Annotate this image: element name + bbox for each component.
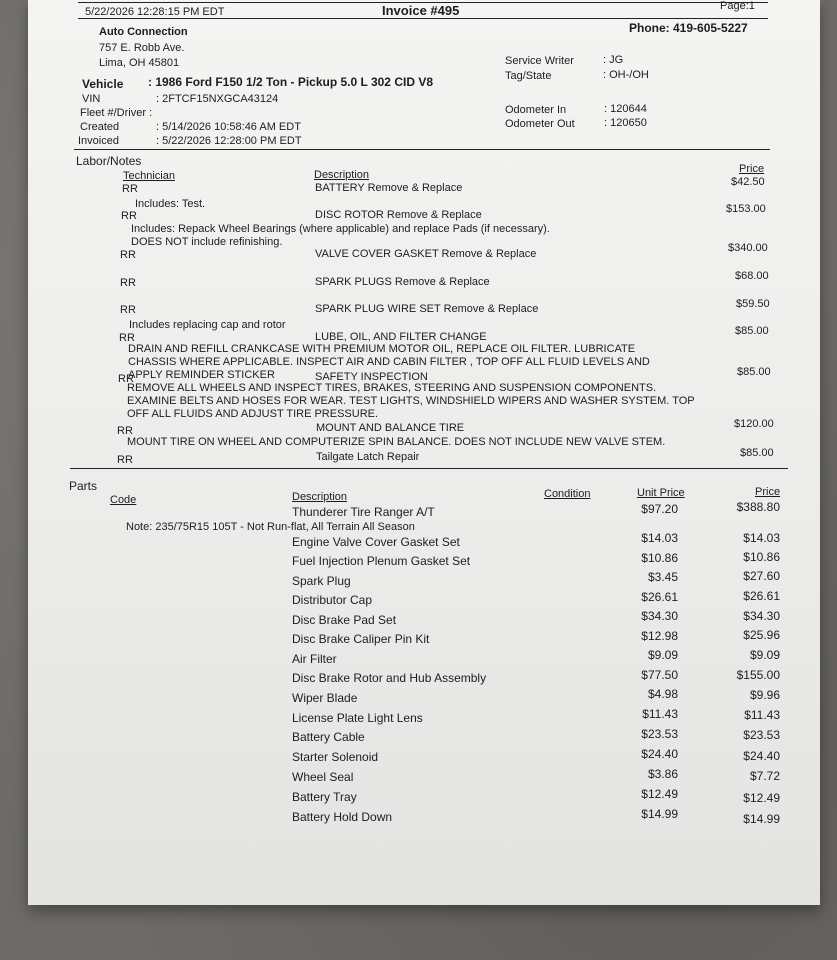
tag-state-value: : OH-/OH [603,69,649,81]
labor-tech: RR [117,425,133,437]
parts-col-code: Code [110,494,137,506]
parts-col-price: Price [755,486,781,498]
invoiced-value: : 5/22/2026 12:28:00 PM EDT [156,135,302,147]
labor-desc: SPARK PLUG WIRE SET Remove & Replace [315,303,539,315]
invoice-title: Invoice #495 [382,3,460,18]
labor-tech: RR [118,373,134,385]
labor-price: $85.00 [740,447,774,459]
labor-price: $85.00 [735,325,769,337]
labor-note: MOUNT TIRE ON WHEEL AND COMPUTERIZE SPIN BALANCE. DOES NOT INCLUDE NEW VALVE STEM. [127,436,666,448]
part-unit-price: $77.50 [641,668,678,682]
part-price: $9.09 [749,648,780,662]
labor-section-label: Labor/Notes [76,154,142,168]
part-price: $7.72 [749,769,780,783]
part-unit-price: $11.43 [642,707,678,721]
part-desc: Distributor Cap [292,593,373,607]
part-unit-price: $12.49 [641,787,678,801]
part-price: $12.49 [743,791,780,805]
part-desc: Starter Solenoid [292,750,379,764]
shop-name: Auto Connection [99,26,188,38]
part-desc: Battery Tray [292,790,357,804]
created-label: Created [80,121,120,133]
vin-label: VIN [82,93,101,105]
part-unit-price: $3.45 [647,570,678,584]
part-price: $14.99 [743,812,780,826]
parts-col-unit-price: Unit Price [637,487,685,499]
labor-desc: SPARK PLUGS Remove & Replace [315,276,490,288]
part-price: $14.03 [743,531,780,545]
labor-price: $42.50 [731,176,765,188]
vehicle-rule [74,149,770,150]
odometer-out-value: : 120650 [604,117,647,129]
part-unit-price: $9.09 [647,648,678,662]
part-price: $27.60 [743,569,780,583]
part-desc: License Plate Light Lens [292,711,423,725]
parts-section-label: Parts [69,479,98,493]
shop-street: 757 E. Robb Ave. [99,42,185,54]
labor-tech: RR [120,277,136,289]
odometer-out-label: Odometer Out [505,118,575,130]
labor-desc: VALVE COVER GASKET Remove & Replace [315,248,537,260]
vehicle-label: Vehicle [82,77,124,91]
part-unit-price: $10.86 [641,551,678,565]
part-unit-price: $97.20 [641,502,678,516]
part-desc: Air Filter [292,652,337,666]
labor-desc: LUBE, OIL, AND FILTER CHANGE [315,331,487,343]
part-unit-price: $24.40 [641,747,678,761]
invoice-paper [28,0,820,905]
labor-col-description: Description [314,169,370,181]
part-desc: Wheel Seal [292,770,354,784]
labor-desc: SAFETY INSPECTION [315,371,428,383]
part-unit-price: $34.30 [641,609,678,623]
labor-desc: Tailgate Latch Repair [316,451,420,463]
part-price: $24.40 [743,749,780,763]
part-desc: Wiper Blade [292,691,358,705]
header-rule [78,18,768,19]
labor-note: Includes: Test. [135,198,206,210]
part-desc: Fuel Injection Plenum Gasket Set [292,554,471,568]
labor-rule [70,468,788,469]
part-price: $34.30 [743,609,780,623]
vin-value: : 2FTCF15NXGCA43124 [156,93,279,105]
part-unit-price: $14.03 [641,531,678,545]
part-price: $11.43 [744,708,780,722]
part-unit-price: $14.99 [641,807,678,821]
part-price: $26.61 [743,589,780,603]
part-desc: Disc Brake Pad Set [292,613,397,627]
part-unit-price: $4.98 [647,687,678,701]
labor-desc: BATTERY Remove & Replace [315,182,463,194]
part-desc: Spark Plug [292,574,351,588]
odometer-in-label: Odometer In [505,104,567,116]
parts-note: Note: 235/75R15 105T - Not Run-flat, All Terrain All Season [126,521,415,533]
part-desc: Thunderer Tire Ranger A/T [292,505,435,519]
part-unit-price: $12.98 [641,629,678,643]
labor-note: Includes: Repack Wheel Bearings (where applicable) and replace Pads (if necessary). DOES NOT include refinishing. [131,223,550,248]
part-price: $388.80 [736,500,780,514]
shop-city: Lima, OH 45801 [99,57,180,69]
fleet-driver-label: Fleet #/Driver : [80,107,153,119]
labor-tech: RR [122,183,138,195]
part-unit-price: $3.86 [647,767,678,781]
service-writer-label: Service Writer [505,55,574,67]
part-desc: Battery Hold Down [292,810,393,824]
part-price: $23.53 [743,728,780,742]
parts-col-condition: Condition [544,488,591,500]
part-desc: Disc Brake Rotor and Hub Assembly [292,671,487,685]
part-desc: Disc Brake Caliper Pin Kit [292,632,430,646]
labor-price: $120.00 [734,418,774,430]
shop-phone: Phone: 419-605-5227 [629,21,748,35]
invoiced-label: Invoiced [78,135,119,147]
labor-col-price: Price [739,163,765,175]
tag-state-label: Tag/State [505,70,552,82]
odometer-in-value: : 120644 [604,103,647,115]
labor-tech: RR [119,332,135,344]
parts-col-description: Description [292,491,348,503]
labor-tech: RR [120,304,136,316]
part-price: $155.00 [736,668,780,682]
labor-desc: DISC ROTOR Remove & Replace [315,209,482,221]
labor-tech: RR [120,249,136,261]
labor-price: $85.00 [737,366,771,378]
part-desc: Battery Cable [292,730,365,744]
part-desc: Engine Valve Cover Gasket Set [292,535,460,549]
labor-price: $68.00 [735,270,769,282]
printed-timestamp: 5/22/2026 12:28:15 PM EDT [85,6,225,18]
labor-note: Includes replacing cap and rotor [129,319,286,331]
service-writer-value: : JG [603,54,624,66]
labor-price: $59.50 [736,298,770,310]
labor-tech: RR [121,210,137,222]
part-unit-price: $26.61 [641,590,678,604]
labor-desc: MOUNT AND BALANCE TIRE [316,422,465,434]
page-number: Page:1 [720,0,755,12]
labor-note: REMOVE ALL WHEELS AND INSPECT TIRES, BRAKES, STEERING AND SUSPENSION COMPONENTS. EXAMINE BELTS AND HOSES FOR WEAR. TEST LIGHTS, WINDSHIELD WIPERS AND WASHER SYSTEM. TOP OFF ALL FLUIDS AND ADJUST TIRE PRESSURE. [127,382,695,420]
vehicle-value: : 1986 Ford F150 1/2 Ton - Pickup 5.0 L 302 CID V8 [148,75,433,89]
labor-tech: RR [117,454,133,466]
part-price: $9.96 [749,688,780,702]
labor-price: $340.00 [728,242,768,254]
labor-col-technician: Technician [123,170,175,182]
labor-price: $153.00 [726,203,766,215]
part-price: $25.96 [743,628,780,642]
labor-note: DRAIN AND REFILL CRANKCASE WITH PREMIUM MOTOR OIL, REPLACE OIL FILTER. LUBRICATE CHASSIS WHERE APPLICABLE. INSPECT AIR AND CABIN FILTER , TOP OFF ALL FLUID LEVELS AND APPLY REMINDER STICKER [128,343,650,381]
part-price: $10.86 [743,550,780,564]
part-unit-price: $23.53 [641,727,678,741]
created-value: : 5/14/2026 10:58:46 AM EDT [156,121,301,133]
